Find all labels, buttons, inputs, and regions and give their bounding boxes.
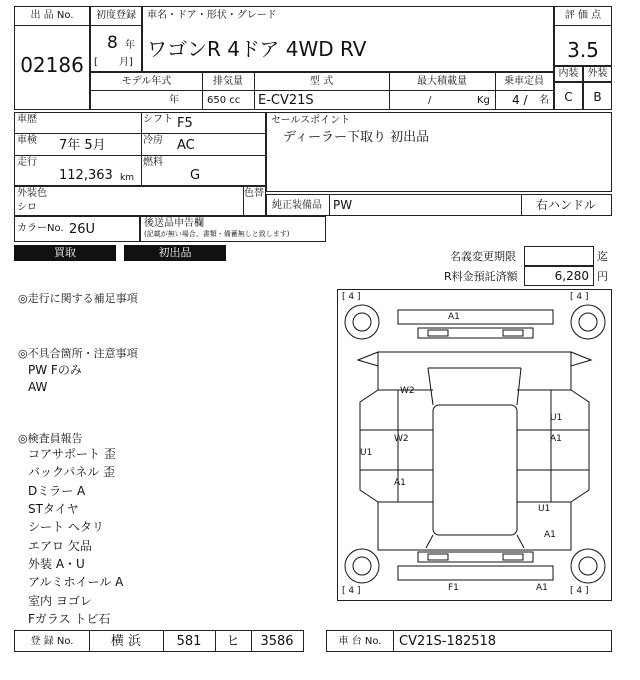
- mark-rear-left: W2: [400, 386, 415, 396]
- inspector-item: Fガラス トビ石: [28, 612, 111, 626]
- inspector-item: コアサポート 歪: [28, 447, 116, 461]
- defect-item: PW Fのみ: [28, 363, 82, 377]
- equipment-value: PW: [333, 198, 353, 212]
- capacity-value: 4 /: [512, 93, 528, 107]
- capacity-label: 乗車定員: [504, 76, 544, 87]
- inspector-item: シート ヘタリ: [28, 520, 104, 534]
- first-reg-year: 8: [107, 33, 118, 53]
- model-year-label: モデル年式: [121, 76, 172, 87]
- inspector-item: エアロ 欠品: [28, 539, 92, 553]
- history-label: 車歴: [17, 114, 37, 125]
- reg-number: 3586: [260, 634, 294, 649]
- color-no-label: カラーNo.: [17, 223, 64, 234]
- recycle-label: R料金預託済額: [444, 270, 518, 283]
- recycle-value: 6,280: [554, 269, 589, 283]
- roof: [433, 405, 517, 535]
- max-load-label: 最大積載量: [417, 76, 467, 87]
- ac-label: 冷房: [143, 135, 163, 146]
- recycle-field: [524, 266, 594, 286]
- tire-label-tr: [ 4 ]: [570, 292, 589, 302]
- mark-left-door: W2: [394, 434, 409, 444]
- inspector-item: アルミホイール A: [28, 575, 124, 589]
- inspector-item: Dミラー A: [28, 484, 86, 498]
- exterior-grade-cell: [583, 82, 612, 110]
- color-no-value: 26U: [69, 222, 96, 237]
- chassis-box: [326, 630, 612, 652]
- lot-number: 02186: [20, 53, 84, 77]
- tire-rear-left: [345, 305, 379, 339]
- reg-class: 581: [176, 634, 202, 649]
- defects-title: ◎不具合箇所・注意事項: [18, 347, 138, 360]
- car-name: ワゴンR 4ドア 4WD RV: [147, 37, 367, 61]
- inspector-item: 室内 ヨゴレ: [28, 594, 92, 608]
- type-label: 型 式: [309, 76, 334, 87]
- listing-bar: 初出品: [124, 245, 226, 261]
- rear-bumper: [398, 310, 553, 324]
- name-change-field: [524, 246, 594, 266]
- color-change-label: 色替: [244, 188, 264, 199]
- first-registration-box: [90, 6, 142, 72]
- month-unit: 月]: [119, 57, 133, 68]
- inspector-item: 外装 A・U: [28, 557, 85, 571]
- reg-kana: ヒ: [226, 634, 240, 649]
- equipment-box: [266, 194, 612, 216]
- recycle-unit: 円: [597, 270, 608, 283]
- car-outline: [338, 290, 611, 600]
- type-value: E-CV21S: [258, 93, 314, 108]
- sales-point-box: [266, 112, 612, 192]
- body-outline: [360, 352, 589, 550]
- steering-value: 右ハンドル: [535, 198, 596, 212]
- mileage-label: 走行: [17, 157, 37, 168]
- interior-grade: C: [564, 90, 573, 104]
- shift-value: F5: [177, 116, 193, 131]
- chassis-value: CV21S-182518: [399, 634, 497, 649]
- driving-notes-title: ◎走行に関する補足事項: [18, 292, 138, 305]
- chassis-label: 車 台 No.: [338, 636, 382, 647]
- spec-row: [90, 72, 554, 110]
- mark-right-door-a: A1: [550, 434, 562, 444]
- name-change-unit: 迄: [597, 250, 608, 263]
- rating-label: 評 価 点: [564, 10, 602, 21]
- exterior-label-cell: 外装: [583, 66, 612, 82]
- color-no-box: [14, 216, 140, 242]
- fuel-value: G: [190, 168, 201, 183]
- color-label: 外装色: [17, 188, 47, 199]
- details-left-block: [14, 112, 266, 186]
- mileage-unit: km: [120, 173, 134, 183]
- name-change-label: 名義変更期限: [450, 250, 516, 263]
- shift-label: シフト: [143, 114, 173, 125]
- model-year-unit: 年: [169, 95, 179, 106]
- displacement-value: 650 cc: [207, 95, 241, 106]
- registration-box: [14, 630, 304, 652]
- mark-right-rear-a: A1: [544, 530, 556, 540]
- docs-box: [140, 216, 326, 242]
- mark-left-lower: A1: [394, 478, 406, 488]
- front-bumper: [398, 566, 553, 580]
- mark-front-bumper: F1: [448, 583, 459, 593]
- ac-value: AC: [177, 138, 195, 153]
- lot-number-box: [14, 6, 90, 110]
- inspector-title: ◎検査員報告: [18, 432, 83, 445]
- mark-left-pillar: U1: [360, 448, 373, 458]
- mark-right-rear-u: U1: [538, 504, 551, 514]
- month-bracket: [: [94, 57, 98, 68]
- mark-rear-bumper: A1: [448, 312, 460, 322]
- interior-label-cell: 内装: [554, 66, 583, 82]
- mark-right-door-u: U1: [550, 413, 563, 423]
- inspector-item: STタイヤ: [28, 502, 79, 516]
- inspection-label: 車検: [17, 135, 37, 146]
- tire-label-tl: [ 4 ]: [342, 292, 361, 302]
- defect-item: AW: [28, 380, 48, 394]
- reg-label: 登 録 No.: [30, 636, 74, 647]
- tire-front-left: [345, 549, 379, 583]
- inspection-value: 7年 5月: [59, 138, 106, 153]
- sales-point-value: ディーラー下取り 初出品: [283, 130, 430, 145]
- max-load-unit: Kg: [477, 95, 490, 106]
- car-desc-label: 車名・ドア・形状・グレード: [147, 10, 277, 21]
- fuel-label: 燃料: [143, 157, 163, 168]
- lot-label: 出 品 No.: [30, 10, 74, 21]
- mark-front-right: A1: [536, 583, 548, 593]
- exterior-grade: B: [593, 90, 602, 104]
- equipment-label: 純正装備品: [272, 200, 322, 211]
- tire-label-br: [ 4 ]: [570, 586, 589, 596]
- tire-rear-right: [571, 305, 605, 339]
- buy-bar: 買取: [14, 245, 116, 261]
- tire-label-bl: [ 4 ]: [342, 586, 361, 596]
- sales-point-label: セールスポイント: [271, 115, 351, 126]
- year-unit: 年: [125, 40, 135, 51]
- first-reg-label: 初度登録: [96, 10, 136, 21]
- capacity-unit: 名: [539, 95, 549, 106]
- docs-note: (記載が無い場合、書類・備蓄無しと致します): [144, 230, 290, 238]
- mileage-value: 112,363: [59, 168, 113, 183]
- rating-box: [554, 6, 612, 66]
- car-name-box: [142, 6, 554, 72]
- interior-grade-cell: [554, 82, 583, 110]
- rating-value: 3.5: [567, 38, 599, 62]
- color-box: [14, 186, 266, 216]
- inspector-item: バックパネル 歪: [28, 465, 116, 479]
- displacement-label: 排気量: [213, 76, 243, 87]
- max-load-slash: /: [428, 95, 432, 106]
- color-value: シロ: [17, 202, 37, 213]
- car-diagram: [337, 289, 612, 601]
- tire-front-right: [571, 549, 605, 583]
- reg-area: 横 浜: [110, 634, 142, 649]
- docs-label: 後送品申告欄: [144, 218, 204, 229]
